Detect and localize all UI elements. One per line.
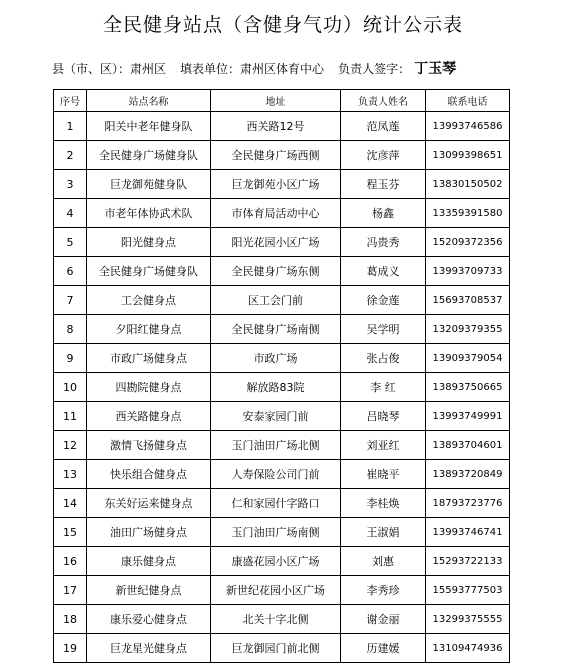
cell-address: 新世纪花园小区广场 bbox=[211, 576, 341, 605]
cell-site-name: 巨龙御苑健身队 bbox=[87, 170, 211, 199]
signer-label: 负责人签字： bbox=[338, 62, 411, 76]
table-row bbox=[54, 315, 510, 344]
sites-table bbox=[53, 89, 510, 663]
cell-phone: 13993749991 bbox=[426, 402, 510, 431]
cell-no: 8 bbox=[54, 315, 87, 344]
table-row bbox=[54, 373, 510, 402]
cell-phone: 13993746741 bbox=[426, 518, 510, 547]
cell-phone: 13893750665 bbox=[426, 373, 510, 402]
cell-person: 张占俊 bbox=[341, 344, 426, 373]
cell-address: 康盛花园小区广场 bbox=[211, 547, 341, 576]
cell-phone: 18793723776 bbox=[426, 489, 510, 518]
cell-no: 1 bbox=[54, 112, 87, 141]
cell-site-name: 东关好运来健身点 bbox=[87, 489, 211, 518]
cell-address: 仁和家园什字路口 bbox=[211, 489, 341, 518]
table-row bbox=[54, 228, 510, 257]
table-header-row bbox=[54, 90, 510, 112]
cell-site-name: 新世纪健身点 bbox=[87, 576, 211, 605]
cell-no: 10 bbox=[54, 373, 87, 402]
cell-no: 16 bbox=[54, 547, 87, 576]
cell-phone: 13893704601 bbox=[426, 431, 510, 460]
county-value: 肃州区 bbox=[130, 62, 167, 76]
cell-site-name: 市老年体协武术队 bbox=[87, 199, 211, 228]
cell-address: 阳光花园小区广场 bbox=[211, 228, 341, 257]
cell-person: 崔晓平 bbox=[341, 460, 426, 489]
cell-no: 5 bbox=[54, 228, 87, 257]
cell-phone: 13893720849 bbox=[426, 460, 510, 489]
header-person: 负责人姓名 bbox=[341, 90, 426, 112]
header-no: 序号 bbox=[54, 90, 87, 112]
cell-no: 2 bbox=[54, 141, 87, 170]
table-row bbox=[54, 402, 510, 431]
table-row bbox=[54, 634, 510, 663]
cell-no: 3 bbox=[54, 170, 87, 199]
table-row bbox=[54, 141, 510, 170]
cell-person: 李桂焕 bbox=[341, 489, 426, 518]
cell-person: 李 红 bbox=[341, 373, 426, 402]
cell-address: 巨龙御园门前北侧 bbox=[211, 634, 341, 663]
table-row bbox=[54, 112, 510, 141]
header-site-name: 站点名称 bbox=[87, 90, 211, 112]
cell-address: 人寿保险公司门前 bbox=[211, 460, 341, 489]
cell-no: 15 bbox=[54, 518, 87, 547]
cell-person: 杨鑫 bbox=[341, 199, 426, 228]
cell-phone: 15593777503 bbox=[426, 576, 510, 605]
cell-no: 4 bbox=[54, 199, 87, 228]
cell-address: 玉门油田广场南侧 bbox=[211, 518, 341, 547]
table-row bbox=[54, 257, 510, 286]
cell-phone: 15209372356 bbox=[426, 228, 510, 257]
cell-address: 区工会门前 bbox=[211, 286, 341, 315]
cell-address: 全民健身广场南侧 bbox=[211, 315, 341, 344]
cell-person: 刘惠 bbox=[341, 547, 426, 576]
unit-label: 填表单位： bbox=[180, 62, 241, 76]
cell-address: 市政广场 bbox=[211, 344, 341, 373]
cell-phone: 13099398651 bbox=[426, 141, 510, 170]
cell-address: 安泰家园门前 bbox=[211, 402, 341, 431]
cell-site-name: 四勘院健身点 bbox=[87, 373, 211, 402]
table-row bbox=[54, 489, 510, 518]
cell-address: 解放路83院 bbox=[211, 373, 341, 402]
table-row bbox=[54, 199, 510, 228]
table-row bbox=[54, 547, 510, 576]
cell-phone: 13209379355 bbox=[426, 315, 510, 344]
cell-person: 冯贵秀 bbox=[341, 228, 426, 257]
cell-person: 沈彦萍 bbox=[341, 141, 426, 170]
cell-phone: 13993746586 bbox=[426, 112, 510, 141]
cell-phone: 15693708537 bbox=[426, 286, 510, 315]
cell-person: 程玉芬 bbox=[341, 170, 426, 199]
table-row bbox=[54, 431, 510, 460]
table-row bbox=[54, 460, 510, 489]
cell-site-name: 阳光健身点 bbox=[87, 228, 211, 257]
cell-site-name: 阳关中老年健身队 bbox=[87, 112, 211, 141]
cell-person: 徐金莲 bbox=[341, 286, 426, 315]
cell-site-name: 康乐爱心健身点 bbox=[87, 605, 211, 634]
cell-site-name: 全民健身广场健身队 bbox=[87, 257, 211, 286]
cell-site-name: 西关路健身点 bbox=[87, 402, 211, 431]
cell-person: 谢金丽 bbox=[341, 605, 426, 634]
cell-no: 9 bbox=[54, 344, 87, 373]
table-row bbox=[54, 286, 510, 315]
cell-site-name: 康乐健身点 bbox=[87, 547, 211, 576]
cell-address: 全民健身广场东侧 bbox=[211, 257, 341, 286]
cell-no: 19 bbox=[54, 634, 87, 663]
cell-no: 17 bbox=[54, 576, 87, 605]
cell-person: 李秀珍 bbox=[341, 576, 426, 605]
cell-person: 吕晓琴 bbox=[341, 402, 426, 431]
cell-no: 6 bbox=[54, 257, 87, 286]
cell-site-name: 市政广场健身点 bbox=[87, 344, 211, 373]
table-row bbox=[54, 576, 510, 605]
form-meta bbox=[52, 58, 456, 78]
cell-site-name: 快乐组合健身点 bbox=[87, 460, 211, 489]
cell-phone: 13299375555 bbox=[426, 605, 510, 634]
table-body bbox=[54, 112, 510, 663]
table-row bbox=[54, 170, 510, 199]
cell-address: 北关十字北侧 bbox=[211, 605, 341, 634]
cell-address: 玉门油田广场北侧 bbox=[211, 431, 341, 460]
cell-address: 巨龙御苑小区广场 bbox=[211, 170, 341, 199]
cell-no: 14 bbox=[54, 489, 87, 518]
cell-person: 范凤莲 bbox=[341, 112, 426, 141]
cell-person: 吴学明 bbox=[341, 315, 426, 344]
table-row bbox=[54, 605, 510, 634]
cell-site-name: 巨龙星光健身点 bbox=[87, 634, 211, 663]
page-title: 全民健身站点（含健身气功）统计公示表 bbox=[102, 14, 463, 36]
cell-no: 12 bbox=[54, 431, 87, 460]
cell-site-name: 全民健身广场健身队 bbox=[87, 141, 211, 170]
cell-phone: 13359391580 bbox=[426, 199, 510, 228]
cell-person: 历建媛 bbox=[341, 634, 426, 663]
unit-value: 肃州区体育中心 bbox=[240, 62, 325, 76]
cell-address: 市体育局活动中心 bbox=[211, 199, 341, 228]
cell-address: 西关路12号 bbox=[211, 112, 341, 141]
cell-site-name: 激情飞扬健身点 bbox=[87, 431, 211, 460]
cell-person: 葛成义 bbox=[341, 257, 426, 286]
cell-no: 13 bbox=[54, 460, 87, 489]
header-address: 地址 bbox=[211, 90, 341, 112]
cell-phone: 13830150502 bbox=[426, 170, 510, 199]
cell-person: 王淑娟 bbox=[341, 518, 426, 547]
cell-address: 全民健身广场西侧 bbox=[211, 141, 341, 170]
cell-phone: 13993709733 bbox=[426, 257, 510, 286]
cell-no: 7 bbox=[54, 286, 87, 315]
cell-person: 刘亚红 bbox=[341, 431, 426, 460]
table-row bbox=[54, 344, 510, 373]
county-label: 县（市、区）： bbox=[52, 62, 131, 76]
cell-phone: 13109474936 bbox=[426, 634, 510, 663]
cell-phone: 15293722133 bbox=[426, 547, 510, 576]
signer-signature: 丁玉琴 bbox=[414, 61, 457, 77]
cell-site-name: 油田广场健身点 bbox=[87, 518, 211, 547]
cell-phone: 13909379054 bbox=[426, 344, 510, 373]
table-row bbox=[54, 518, 510, 547]
cell-site-name: 夕阳红健身点 bbox=[87, 315, 211, 344]
cell-no: 18 bbox=[54, 605, 87, 634]
cell-site-name: 工会健身点 bbox=[87, 286, 211, 315]
header-phone: 联系电话 bbox=[426, 90, 510, 112]
cell-no: 11 bbox=[54, 402, 87, 431]
